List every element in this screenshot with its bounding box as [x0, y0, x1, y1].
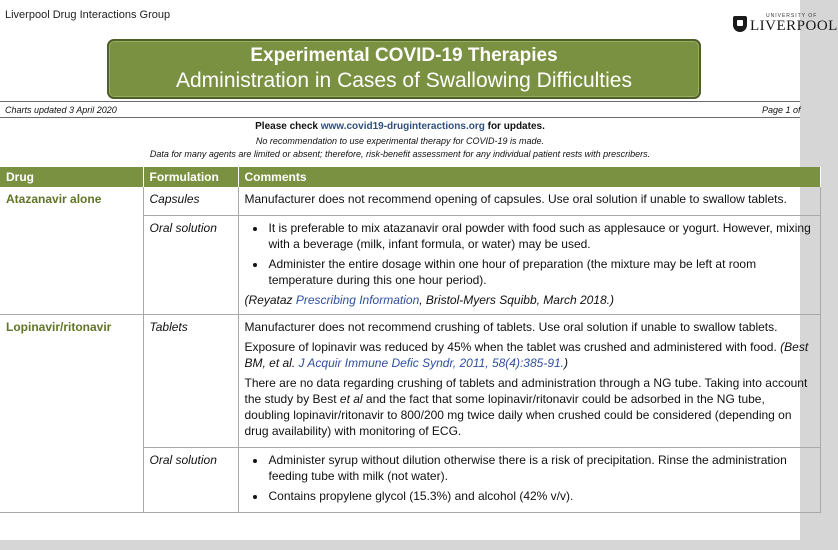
list-item: • Administer syrup without dilution otherwise there is a risk of precipitation. Rinse the administration feeding tube with milk (not water).	[267, 452, 814, 484]
data-limited-note: Data for many agents are limited or absent; therefore, risk-benefit assessment for any individual patient rests with prescribers.	[149, 149, 651, 159]
ng-tube-text-b: and the fact that some lopinavir/ritonavir could be adsorbed in the NG tube, doubling lopinavir/ritonavir to 800/200 mg twice daily when crushed could be considered (depending on drug availability) with monitoring of ECG.	[244, 392, 792, 438]
comment-lopinavir-tablets	[238, 315, 820, 448]
comment-lopinavir-oral-solution	[238, 448, 820, 513]
drug-name-atazanavir: Atazanavir alone	[0, 187, 143, 315]
formulation-oral-solution: Oral solution	[143, 216, 238, 315]
website-link[interactable]: www.covid19-druginteractions.org	[320, 121, 485, 132]
et-al-text: et al	[339, 392, 363, 406]
list-item: • It is preferable to mix atazanavir oral powder with food such as applesauce or yogurt. However, mixing with a beverage (milk, infant formula, or water) may be used.	[267, 220, 814, 252]
header-comments: Comments	[238, 167, 820, 187]
journal-reference-link[interactable]: J Acquir Immune Defic Syndr, 2011, 58(4):385-91.	[298, 356, 564, 370]
table-header-row	[0, 167, 820, 187]
update-notice	[0, 121, 800, 132]
title-banner	[107, 39, 701, 99]
page-shadow	[0, 540, 800, 550]
ng-tube-text-a: There are no data regarding crushing of tablets and administration through a NG tube. Taking into account the study by Best	[244, 376, 808, 406]
list-item: • Administer the entire dosage within one hour of preparation (the mixture may be left at room temperature during this one hour period).	[267, 256, 814, 288]
title-line-2: Administration in Cases of Swallowing Difficulties	[176, 69, 632, 92]
comment-exposure	[245, 339, 814, 371]
list-item: • Contains propylene glycol (15.3%) and alcohol (42% v/v).	[267, 488, 814, 504]
table-row	[0, 315, 820, 448]
updated-date: Charts updated 3 April 2020	[5, 105, 117, 115]
comment-ng-tube	[245, 375, 814, 439]
exposure-text: Exposure of lopinavir was reduced by 45% when the tablet was crushed and administered with food.	[244, 340, 781, 354]
bullet-list	[245, 220, 814, 288]
formulation-capsules: Capsules	[143, 187, 238, 216]
formulation-tablets: Tablets	[143, 315, 238, 448]
comment-text: Manufacturer does not recommend opening of capsules. Use oral solution if unable to swallow tablets.	[244, 192, 787, 206]
drug-name-lopinavir: Lopinavir/ritonavir	[0, 315, 143, 513]
org-name: Liverpool Drug Interactions Group	[5, 9, 171, 21]
reference-prefix: (Reyataz	[244, 293, 296, 307]
comment-text: Manufacturer does not recommend crushing of tablets. Use oral solution if unable to swallow tablets.	[244, 320, 778, 334]
prescribing-information-link[interactable]: Prescribing Information	[295, 293, 420, 307]
logo-name-text: LIVERPOOL	[750, 18, 838, 34]
university-logo	[733, 14, 838, 34]
no-recommendation-note: No recommendation to use experimental therapy for COVID-19 is made.	[255, 136, 545, 146]
update-notice-suffix: for updates.	[484, 121, 545, 132]
crest-icon	[733, 16, 747, 32]
header-drug: Drug	[0, 167, 143, 187]
reference-prefix: (Best BM, et al.	[244, 340, 809, 370]
logo-university-text: UNIVERSITY OF	[766, 13, 818, 19]
drug-table	[0, 167, 821, 513]
title-line-1: Experimental COVID-19 Therapies	[250, 45, 558, 66]
divider-bottom	[0, 117, 800, 118]
divider-top	[0, 101, 800, 102]
comment-atazanavir-capsules	[238, 187, 820, 216]
reference-suffix: , Bristol-Myers Squibb, March 2018.)	[419, 293, 614, 307]
page-number: Page 1 of	[762, 105, 801, 115]
formulation-oral-solution: Oral solution	[143, 448, 238, 513]
reference-suffix: )	[564, 356, 568, 370]
update-notice-prefix: Please check	[255, 121, 321, 132]
reference-reyataz	[245, 292, 814, 308]
header-formulation: Formulation	[143, 167, 238, 187]
comment-atazanavir-oral-solution	[238, 216, 820, 315]
bullet-list	[245, 452, 814, 504]
table-row	[0, 187, 820, 216]
